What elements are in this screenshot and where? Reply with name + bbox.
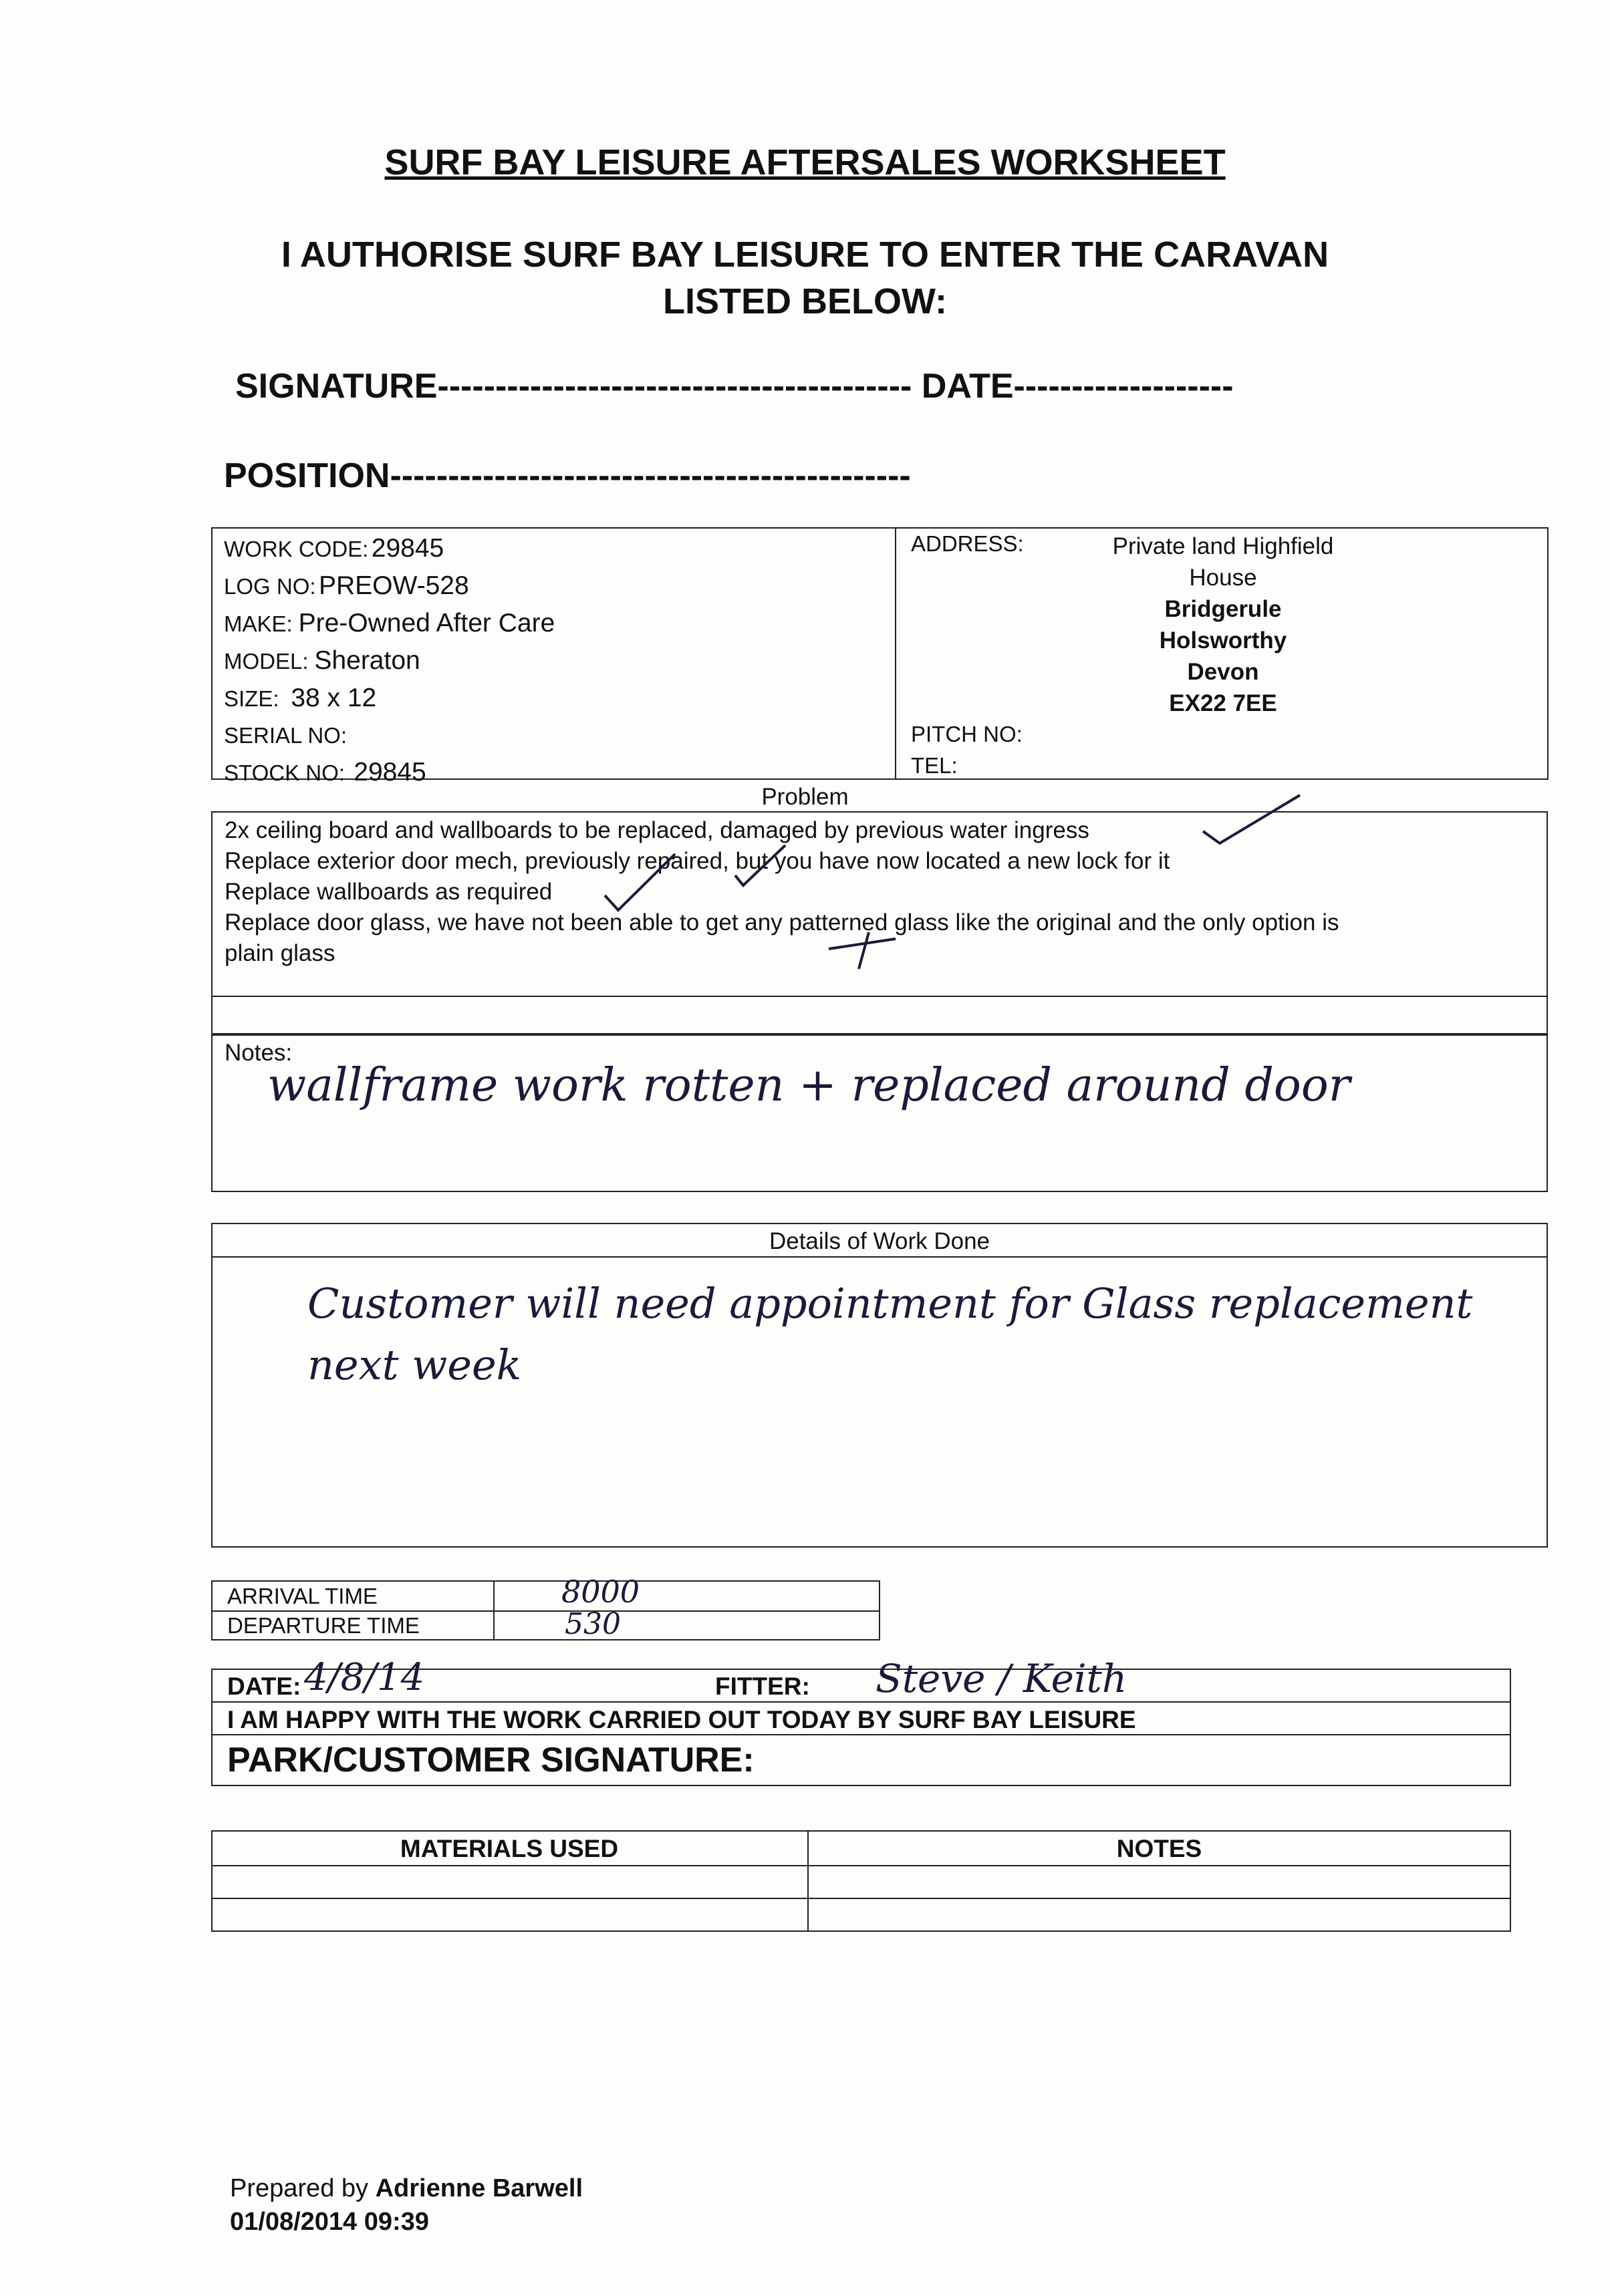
fitter-value: Steve / Keith — [876, 1656, 1127, 1701]
position-line: POSITION--------------------------------------------- — [224, 456, 911, 495]
notes-label: Notes: — [225, 1040, 293, 1066]
problem-item: Replace exterior door mech, previously repaired, but you have now located a new lock for it — [225, 848, 1170, 874]
notes-box — [211, 1034, 1548, 1192]
arrival-time-value: 8000 — [561, 1574, 640, 1610]
make-value: Pre-Owned After Care — [298, 609, 555, 637]
prepared-timestamp: 01/08/2014 09:39 — [230, 2208, 429, 2236]
problem-item: 2x ceiling board and wallboards to be replaced, damaged by previous water ingress — [225, 817, 1089, 843]
customer-signature-label: PARK/CUSTOMER SIGNATURE: — [227, 1741, 755, 1779]
materials-notes-header: NOTES — [1116, 1835, 1202, 1862]
pitch-no-label: PITCH NO: — [911, 722, 1023, 746]
problem-heading: Problem — [761, 784, 849, 810]
times-divider — [211, 1610, 880, 1612]
notes-handwritten: wallframe work rotten + replaced around door — [267, 1059, 1351, 1112]
problem-item: Replace door glass, we have not been able to get any patterned glass like the original and the only option is — [225, 909, 1339, 936]
cross-mark-icon — [829, 932, 896, 969]
check-mark-icon — [605, 854, 675, 910]
signoff-divider-2 — [211, 1734, 1511, 1735]
model-value: Sheraton — [314, 646, 420, 675]
caravan-details: WORK CODE: 29845 LOG NO: PREOW-528 MAKE: Pre-Owned After Care MODEL: Sheraton SIZE: 38 x 12 SERIAL NO: STOCK NO: 29845 — [224, 534, 555, 786]
authorisation-statement: I AUTHORISE SURF BAY LEISURE TO ENTER THE CARAVAN LISTED BELOW: — [281, 235, 1329, 321]
happy-statement: I AM HAPPY WITH THE WORK CARRIED OUT TODAY BY SURF BAY LEISURE — [227, 1706, 1136, 1733]
log-no-value: PREOW-528 — [318, 571, 469, 600]
prepared-by-footer: Prepared by Adrienne Barwell 01/08/2014 09:39 — [230, 2172, 583, 2239]
signoff-divider-1 — [211, 1701, 1511, 1703]
tick-marks — [0, 0, 1610, 1002]
problem-item: Replace wallboards as required — [225, 879, 553, 905]
check-mark-icon — [735, 845, 785, 885]
materials-row-divider-1 — [211, 1865, 1511, 1866]
work-done-heading: Details of Work Done — [769, 1228, 990, 1254]
signoff-date-value: 4/8/14 — [304, 1656, 425, 1699]
work-done-divider — [211, 1256, 1548, 1258]
fitter-label: FITTER: — [715, 1673, 810, 1700]
materials-row-divider-2 — [211, 1898, 1511, 1899]
stock-no-value: 29845 — [354, 758, 426, 786]
departure-time-label: DEPARTURE TIME — [227, 1613, 420, 1638]
work-code-value: 29845 — [371, 534, 444, 563]
departure-time-value: 530 — [565, 1607, 621, 1641]
signoff-date-label: DATE: — [227, 1673, 301, 1700]
worksheet-title: SURF BAY LEISURE AFTERSALES WORKSHEET — [384, 142, 1226, 182]
materials-used-header: MATERIALS USED — [400, 1835, 619, 1862]
address-block: Private land Highfield House Bridgerule Holsworthy Devon EX22 7EE — [1112, 533, 1334, 716]
signature-line: SIGNATURE----------------------------------------- DATE------------------- — [235, 367, 1234, 406]
size-value: 38 x 12 — [291, 684, 377, 712]
address-label: ADDRESS: — [911, 531, 1024, 556]
times-column-divider — [493, 1580, 495, 1640]
check-mark-icon — [1203, 795, 1300, 843]
arrival-time-label: ARRIVAL TIME — [227, 1584, 378, 1608]
problem-item: plain glass — [225, 940, 336, 966]
work-done-handwritten: Customer will need appointment for Glass replacement next week — [307, 1279, 1473, 1389]
preparer-name: Adrienne Barwell — [375, 2174, 583, 2202]
tel-label: TEL: — [911, 753, 958, 778]
